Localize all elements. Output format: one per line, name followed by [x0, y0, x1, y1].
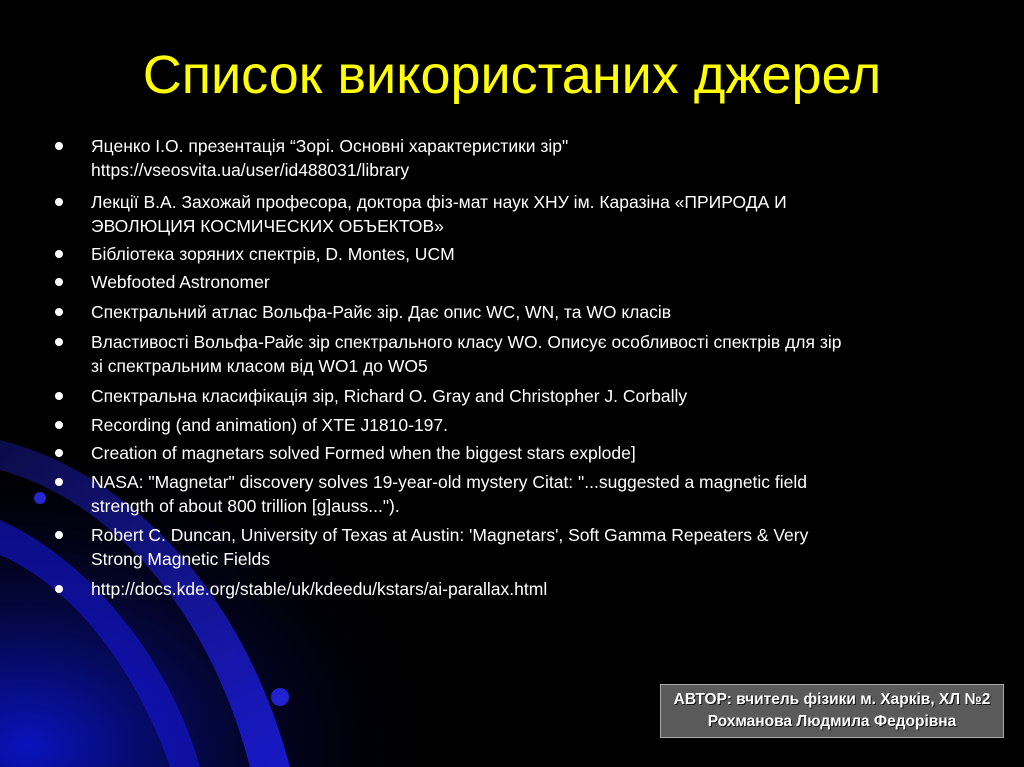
bullet-icon	[55, 449, 63, 457]
source-text-line: Бібліотека зоряних спектрів, D. Montes, UCM	[91, 244, 455, 264]
bullet-icon	[55, 585, 63, 593]
source-text-line: Robert C. Duncan, University of Texas at Austin: 'Magnetars', Soft Gamma Repeaters & Very	[91, 525, 809, 545]
bullet-icon	[55, 142, 63, 150]
author-line-2: Рохманова Людмила Федорівна	[707, 713, 957, 730]
source-text-line: Властивості Вольфа-Райє зір спектрального класу WO. Описує особливості спектрів для зір	[91, 332, 842, 352]
source-item	[55, 384, 985, 408]
source-text-line: ЭВОЛЮЦИЯ КОСМИЧЕСКИХ ОБЪЕКТОВ»	[91, 216, 444, 236]
source-item	[55, 413, 985, 437]
source-text-line: http://docs.kde.org/stable/uk/kdeedu/kstars/ai-parallax.html	[91, 579, 548, 599]
source-item	[55, 190, 985, 238]
bullet-icon	[55, 308, 63, 316]
bullet-icon	[55, 531, 63, 539]
source-item	[55, 470, 985, 518]
source-text-line: Recording (and animation) of XTE J1810-197.	[91, 415, 449, 435]
source-text-line: Лекції В.А. Захожай професора, доктора фіз-мат наук ХНУ ім. Каразіна «ПРИРОДА И	[91, 192, 787, 212]
source-text-line: Webfooted Astronomer	[91, 272, 270, 292]
bullet-icon	[55, 392, 63, 400]
author-credit	[660, 684, 1004, 738]
source-text-line: Спектральна класифікація зір, Richard O. Gray and Christopher J. Corbally	[91, 386, 688, 406]
source-text-line: Яценко І.О. презентація “Зорі. Основні характеристики зір"	[91, 136, 569, 156]
author-line-1: АВТОР: вчитель фізики м. Харків, ХЛ №2	[673, 691, 991, 708]
source-item	[55, 523, 985, 571]
bullet-icon	[55, 421, 63, 429]
source-text-line: зі спектральним класом від WO1 до WO5	[91, 356, 428, 376]
bullet-icon	[55, 338, 63, 346]
source-text-line: Creation of magnetars solved Formed when the biggest stars explode]	[91, 443, 636, 463]
bullet-icon	[55, 198, 63, 206]
bullet-icon	[55, 250, 63, 258]
source-item	[55, 300, 985, 324]
source-text-line: https://vseosvita.ua/user/id488031/library	[91, 160, 410, 180]
source-item	[55, 134, 985, 182]
source-text-line: NASA: "Magnetar" discovery solves 19-year-old mystery Citat: "...suggested a magnetic field	[91, 472, 808, 492]
source-item	[55, 270, 985, 294]
source-text-line: Strong Magnetic Fields	[91, 549, 270, 569]
source-item	[55, 330, 985, 378]
slide-title: Список використаних джерел	[142, 45, 882, 105]
bullet-icon	[55, 278, 63, 286]
sources-list	[55, 134, 985, 601]
source-item	[55, 441, 985, 465]
source-item	[55, 577, 985, 601]
source-text-line: strength of about 800 trillion [g]auss...").	[91, 496, 400, 516]
source-text-line: Спектральний атлас Вольфа-Райє зір. Дає опис WC, WN, та WO класів	[91, 302, 672, 322]
source-item	[55, 242, 985, 266]
bullet-icon	[55, 478, 63, 486]
